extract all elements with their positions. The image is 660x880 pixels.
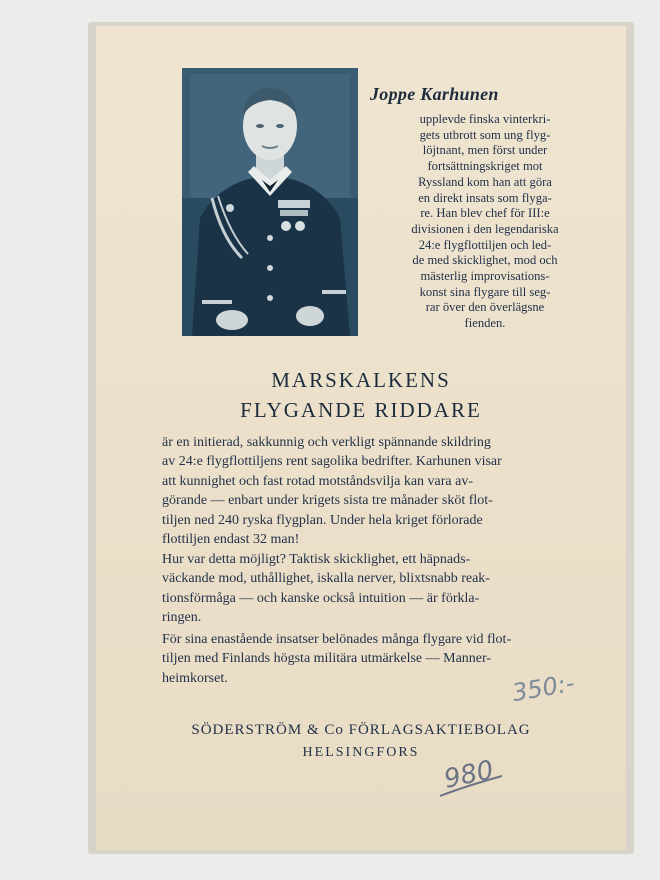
book-title-line-2: FLYGANDE RIDDARE <box>240 398 482 422</box>
text-line: görande — enbart under krigets sista tre månader sköt flot- <box>162 493 493 509</box>
bio-line: mästerlig improvisations- <box>420 269 550 284</box>
description-paragraph-1 <box>162 433 562 549</box>
bio-line: gets utbrott som ung flyg- <box>419 127 551 142</box>
bio-line: rar över den överlägsne <box>425 300 545 315</box>
publisher-city: HELSINGFORS <box>302 745 420 760</box>
text-line: flottiljen endast 32 man! <box>162 532 300 548</box>
author-bio <box>360 112 610 332</box>
text-line: tiljen ned 240 ryska flygplan. Under hela kriget förlorade <box>162 512 483 528</box>
bio-line: en direkt insats som flyga- <box>418 190 552 205</box>
author-portrait <box>182 68 358 336</box>
author-name: Joppe Karhunen <box>370 84 499 104</box>
bio-line: fienden. <box>464 316 506 331</box>
text-line: tiljen med Finlands högsta militära utmärkelse — Manner- <box>162 651 492 667</box>
text-line: Hur var detta möjligt? Taktisk skicklighet, ett häpnads- <box>162 552 471 567</box>
bio-line: Ryssland kom han att göra <box>418 174 552 189</box>
book-back-cover <box>96 26 626 850</box>
text-line: är en initierad, sakkunnig och verkligt spännande skildring <box>162 435 491 450</box>
text-line: att kunnighet och fast rotad motståndsvilja kan vara av- <box>162 473 474 489</box>
handwritten-old-price: 980 <box>441 755 497 795</box>
bio-line: fortsättningskriget mot <box>427 159 543 174</box>
text-line: tionsförmåga — och kanske också intuition — är förkla- <box>162 590 480 606</box>
bio-line: löjtnant, men först under <box>422 143 548 158</box>
handwritten-price: 350:- <box>510 668 577 708</box>
publisher-name: SÖDERSTRÖM & Co FÖRLAGSAKTIEBOLAG <box>191 722 531 738</box>
description-paragraph-3 <box>162 630 562 688</box>
text-line: heimkorset. <box>162 670 228 686</box>
bio-line: upplevde finska vinterkri- <box>419 112 551 126</box>
text-line: ringen. <box>162 610 202 626</box>
bio-line: re. Han blev chef för III:e <box>420 206 550 221</box>
description-paragraph-2 <box>162 550 562 628</box>
bio-line: divisionen i den legendariska <box>411 221 559 236</box>
bio-line: 24:e flygflottiljen och led- <box>418 237 552 252</box>
text-line: För sina enastående insatser belönades många flygare vid flot- <box>162 632 512 647</box>
bio-line: konst sina flygare till seg- <box>419 284 551 299</box>
price-strikethrough <box>436 768 506 808</box>
bio-line: de med skicklighet, mod och <box>412 253 558 268</box>
book-title-line-1: MARSKALKENS <box>271 368 451 392</box>
text-line: av 24:e flygflottiljens rent sagolika bedrifter. Karhunen visar <box>162 454 502 470</box>
text-line: väckande mod, uthållighet, iskalla nerver, blixtsnabb reak- <box>162 571 490 587</box>
